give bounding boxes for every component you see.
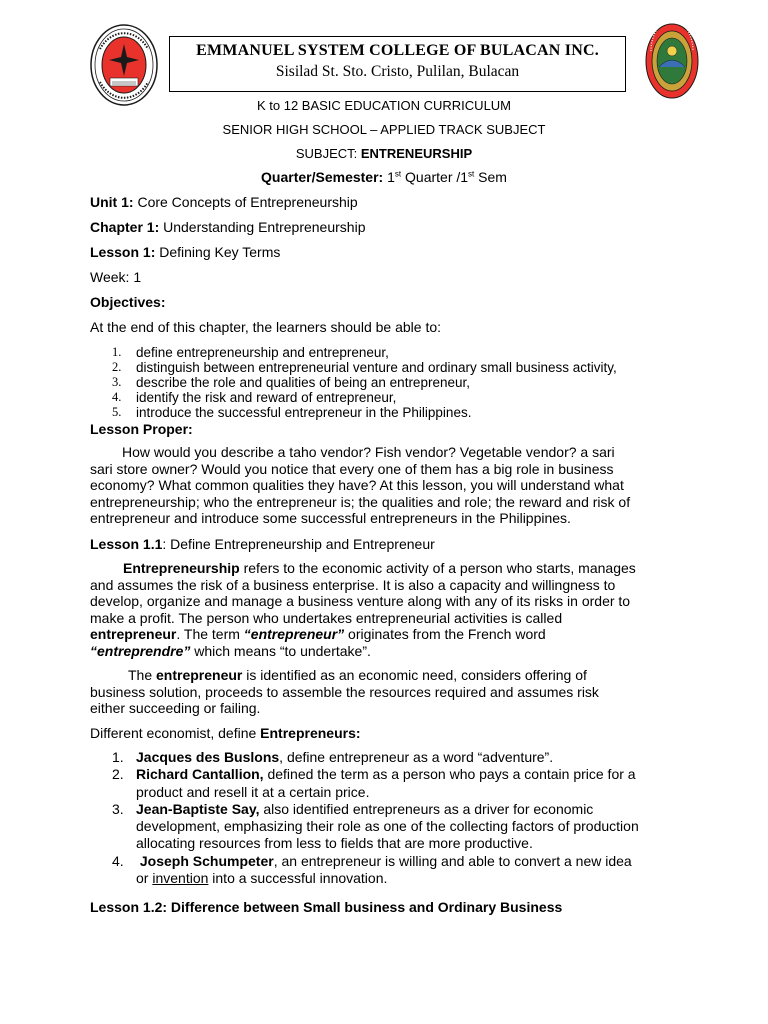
item-text: distinguish between entrepreneurial venture and ordinary small business activity, [136, 360, 617, 375]
paragraph-text: . The term [176, 626, 244, 643]
unit-value: Core Concepts of Entrepreneurship [133, 194, 358, 210]
item-text: product and resell it at a certain price. [136, 783, 370, 800]
paragraph-text: The [128, 667, 157, 683]
objectives-list [110, 345, 617, 420]
term-entrepreneurship: Entrepreneurship [123, 560, 240, 576]
list-item [112, 766, 639, 801]
item-number: 1. [112, 345, 122, 359]
item-number: 4. [112, 390, 122, 404]
subject-line [0, 146, 768, 161]
chapter-label: Chapter 1: [90, 219, 160, 235]
list-item [110, 390, 617, 405]
paragraph-line: develop, organize and manage a business venture along with any of its risks in order to [90, 593, 631, 610]
school-title-box [169, 36, 626, 92]
item-number: 2. [112, 360, 122, 374]
school-address: Sisilad St. Sto. Cristo, Pulilan, Bulacan [275, 63, 520, 80]
quarter-sup: st [394, 169, 402, 179]
entrepreneur-paragraph [90, 667, 690, 717]
paragraph-text: Different economist, define [90, 725, 261, 741]
unit-line [90, 194, 358, 210]
list-item [110, 345, 617, 360]
paragraph-line: entrepreneur and introduce some successful entrepreneurs in the Philippines. [90, 510, 571, 527]
quarter-value: Quarter /1 [401, 169, 469, 185]
semester-value: Sem [474, 169, 507, 185]
list-item [110, 360, 617, 375]
track-line: SENIOR HIGH SCHOOL – APPLIED TRACK SUBJECT [222, 122, 546, 137]
term-entrepreneurs: Entrepreneurs: [260, 725, 361, 741]
item-text: define entrepreneurship and entrepreneur, [136, 345, 389, 360]
paragraph-line: make a profit. The person who undertakes entrepreneurial activities is called [90, 609, 563, 626]
item-text: or [136, 870, 153, 887]
list-item [112, 749, 639, 766]
lesson-line [90, 244, 280, 260]
paragraph-line: How would you describe a taho vendor? Fish vendor? Vegetable vendor? a sari [122, 444, 615, 460]
economists-list [112, 749, 639, 887]
item-number: 2. [112, 766, 124, 783]
quarter-label: Quarter/Semester: [261, 169, 384, 185]
quarter-line [0, 169, 768, 185]
item-text: allocating resources from less to fields that are more productive. [136, 835, 533, 852]
paragraph-text: is identified as an economic need, considers offering of [242, 667, 587, 683]
quote-entreprendre: “entreprendre” [90, 642, 191, 659]
list-item [112, 853, 639, 888]
economist-name: Jacques des Buslons [136, 749, 280, 765]
school-name: EMMANUEL SYSTEM COLLEGE OF BULACAN INC. [196, 42, 599, 59]
objectives-heading: Objectives: [90, 294, 166, 310]
term-entrepreneur: entrepreneur [90, 626, 177, 643]
paragraph-line: entrepreneurship; who the entrepreneur is; the qualities and role; the reward and risk of [90, 493, 631, 510]
lesson-1-1-heading [90, 536, 435, 552]
paragraph-line: business solution, proceeds to assemble the resources required and assumes risk [90, 683, 599, 700]
item-number: 3. [112, 375, 122, 389]
item-text: , define entrepreneur as a word “adventure”. [279, 749, 554, 765]
unit-label: Unit 1: [90, 194, 134, 210]
economists-intro [90, 725, 361, 741]
quarter-value: 1 [383, 169, 395, 185]
item-text: defined the term as a person who pays a contain price for a [263, 766, 636, 783]
item-text: describe the role and qualities of being an entrepreneur, [136, 375, 470, 390]
item-text: also identified entrepreneurs as a driver for economic [259, 800, 594, 817]
semester-sup: st [468, 169, 475, 179]
lesson-proper-heading: Lesson Proper: [90, 421, 193, 437]
term-entrepreneur: entrepreneur [156, 667, 243, 683]
lesson-value: Defining Key Terms [155, 244, 281, 260]
municipal-seal-icon [645, 23, 699, 99]
paragraph-line: either succeeding or failing. [90, 700, 261, 717]
school-seal-icon [90, 24, 158, 106]
subject-label: SUBJECT: [295, 146, 358, 161]
lesson-proper-paragraph [90, 444, 690, 527]
item-number: 5. [112, 405, 122, 419]
paragraph-text: refers to the economic activity of a person who starts, manages [239, 560, 636, 576]
paragraph-line: sari store owner? Would you notice that every one of them has a big role in business [90, 460, 614, 477]
paragraph-line: and assumes the risk of a business enterprise. It is also a capacity and willingness to [90, 576, 616, 593]
quote-entrepreneur: “entrepreneur” [243, 626, 345, 643]
item-number: 4. [112, 852, 124, 869]
item-text: , an entrepreneur is willing and able to convert a new idea [273, 852, 632, 869]
lesson-1-2-heading: Lesson 1.2: Difference between Small business and Ordinary Business [90, 899, 563, 915]
lesson-label: Lesson 1: [90, 244, 156, 260]
list-item [110, 375, 617, 390]
subject-value: ENTRENEURSHIP [357, 146, 473, 161]
paragraph-text: which means “to undertake”. [190, 642, 371, 659]
objectives-intro: At the end of this chapter, the learners should be able to: [90, 319, 442, 335]
item-text: identify the risk and reward of entrepreneur, [136, 390, 397, 405]
chapter-value: Understanding Entrepreneurship [159, 219, 366, 235]
week-line: Week: 1 [90, 269, 142, 285]
item-number: 1. [112, 749, 124, 765]
economist-name: Joseph Schumpeter [139, 852, 274, 869]
paragraph-line: economy? What common qualities they have? At this lesson, you will understand what [90, 477, 624, 494]
item-text: introduce the successful entrepreneur in the Philippines. [136, 405, 472, 420]
paragraph-text: originates from the French word [344, 626, 546, 643]
chapter-line [90, 219, 365, 235]
economist-name: Richard Cantallion, [136, 766, 264, 783]
item-text: development, emphasizing their role as one of the collecting factors of production [136, 818, 639, 835]
item-number: 3. [112, 800, 124, 817]
economist-name: Jean-Baptiste Say, [136, 800, 260, 817]
lesson-1-1-label: Lesson 1.1 [90, 536, 163, 552]
item-text: into a successful innovation. [208, 870, 388, 887]
list-item [110, 405, 617, 420]
underlined-term: invention [152, 870, 209, 887]
entrepreneurship-paragraph [90, 560, 690, 660]
lesson-1-1-title: : Define Entrepreneurship and Entrepreneur [162, 536, 435, 552]
curriculum-line: K to 12 BASIC EDUCATION CURRICULUM [256, 98, 512, 113]
list-item [112, 801, 639, 853]
